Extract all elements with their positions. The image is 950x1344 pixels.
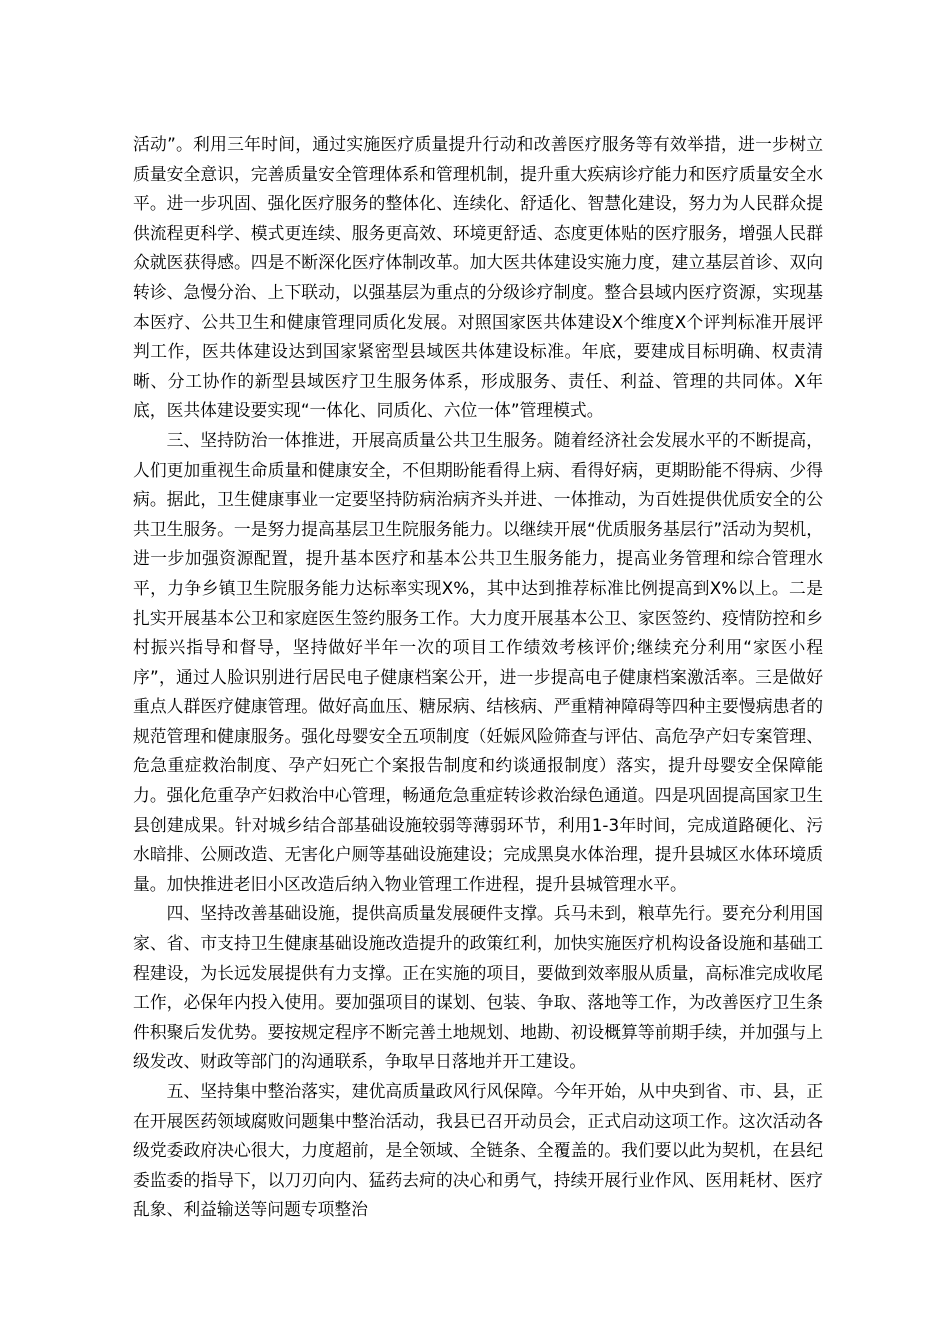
paragraph-4: 五、坚持集中整治落实，建优高质量政风行风保障。今年开始，从中央到省、市、县，正在开展医药领域腐败问题集中整治活动，我县已召开动员会，正式启动这项工作。这次活动各级党委政府决心很大，力度超前，是全领域、全链条、全覆盖的。我们要以此为契机，在县纪委监委的指导下，以刀刃向内、猛药去疴的决心和勇气，持续开展行业作风、医用耗材、医疗乱象、利益输送等问题专项整治	[133, 1081, 823, 1220]
paragraph-1: 活动”。利用三年时间，通过实施医疗质量提升行动和改善医疗服务等有效举措，进一步树立质量安全意识，完善质量安全管理体系和管理机制，提升重大疾病诊疗能力和医疗质量安全水平。进一步巩固、强化医疗服务的整体化、连续化、舒适化、智慧化建设，努力为人民群众提供流程更科学、模式更连续、服务更高效、环境更舒适、态度更体贴的医疗服务，增强人民群众就医获得感。四是不断深化医疗体制改革。加大医共体建设实施力度，建立基层首诊、双向转诊、急慢分治、上下联动，以强基层为重点的分级诊疗制度。整合县域内医疗资源，实现基本医疗、公共卫生和健康管理同质化发展。对照国家医共体建设X个维度X个评判标准开展评判工作，医共体建设达到国家紧密型县域医共体建设标准。年底，要建成目标明确、权责清晰、分工协作的新型县域医疗卫生服务体系，形成服务、责任、利益、管理的共同体。X年底，医共体建设要实现“一体化、同质化、六位一体”管理模式。	[133, 134, 823, 421]
paragraph-3: 四、坚持改善基础设施，提供高质量发展硬件支撑。兵马未到，粮草先行。要充分利用国家、省、市支持卫生健康基础设施改造提升的政策红利，加快实施医疗机构设备设施和基础工程建设，为长远发展提供有力支撑。正在实施的项目，要做到效率服从质量，高标准完成收尾工作，必保年内投入使用。要加强项目的谋划、包装、争取、落地等工作，为改善医疗卫生条件积聚后发优势。要按规定程序不断完善土地规划、地勘、初设概算等前期手续，并加强与上级发改、财政等部门的沟通联系，争取早日落地并开工建设。	[133, 903, 823, 1072]
document-body	[133, 130, 823, 1225]
paragraph-2: 三、坚持防治一体推进，开展高质量公共卫生服务。随着经济社会发展水平的不断提高，人们更加重视生命质量和健康安全，不但期盼能看得上病、看得好病，更期盼能不得病、少得病。据此，卫生健康事业一定要坚持防病治病齐头并进、一体推动，为百姓提供优质安全的公共卫生服务。一是努力提高基层卫生院服务能力。以继续开展“优质服务基层行”活动为契机，进一步加强资源配置，提升基本医疗和基本公共卫生服务能力，提高业务管理和综合管理水平，力争乡镇卫生院服务能力达标率实现X%，其中达到推荐标准比例提高到X%以上。二是扎实开展基本公卫和家庭医生签约服务工作。大力度开展基本公卫、家医签约、疫情防控和乡村振兴指导和督导，坚持做好半年一次的项目工作绩效考核评价;继续充分利用“家医小程序”，通过人脸识别进行居民电子健康档案公开，进一步提高电子健康档案激活率。三是做好重点人群医疗健康管理。做好高血压、糖尿病、结核病、严重精神障碍等四种主要慢病患者的规范管理和健康服务。强化母婴安全五项制度（妊娠风险筛查与评估、高危孕产妇专案管理、危急重症救治制度、孕产妇死亡个案报告制度和约谈通报制度）落实，提升母婴安全保障能力。强化危重孕产妇救治中心管理，畅通危急重症转诊救治绿色通道。四是巩固提高国家卫生县创建成果。针对城乡结合部基础设施较弱等薄弱环节，利用1-3年时间，完成道路硬化、污水暗排、公厕改造、无害化户厕等基础设施建设；完成黑臭水体治理，提升县城区水体环境质量。加快推进老旧小区改造后纳入物业管理工作进程，提升县城管理水平。	[133, 429, 823, 894]
